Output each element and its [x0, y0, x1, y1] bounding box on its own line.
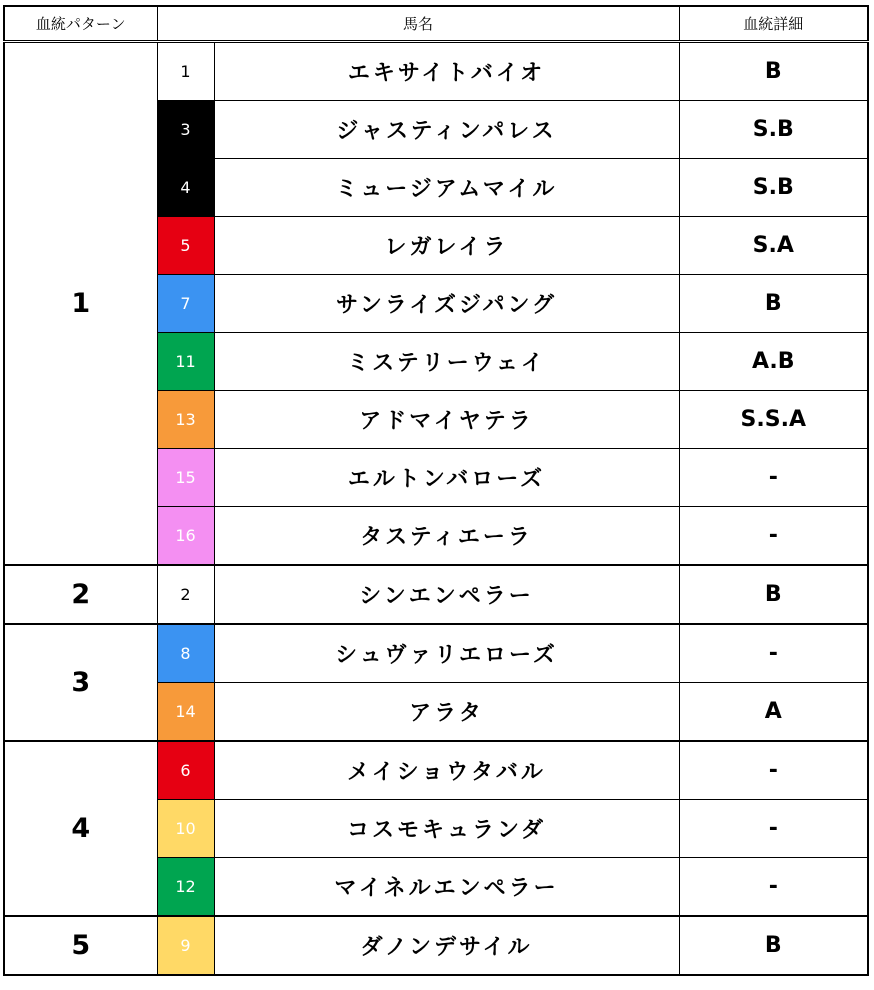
horse-name: コスモキュランダ — [214, 800, 679, 858]
horse-name: タスティエーラ — [214, 507, 679, 566]
pedigree-table — [3, 5, 869, 976]
table-row — [4, 624, 868, 683]
pedigree-detail: S.S.A — [679, 391, 868, 449]
pattern-cell: 4 — [4, 741, 157, 916]
pedigree-detail: - — [679, 449, 868, 507]
horse-name: エキサイトバイオ — [214, 42, 679, 101]
gate-number: 6 — [157, 741, 214, 800]
table-row — [4, 741, 868, 800]
horse-name: エルトンバローズ — [214, 449, 679, 507]
horse-name: シュヴァリエローズ — [214, 624, 679, 683]
pattern-cell: 5 — [4, 916, 157, 975]
gate-number: 5 — [157, 217, 214, 275]
pedigree-detail: - — [679, 507, 868, 566]
horse-name: ミステリーウェイ — [214, 333, 679, 391]
header-detail: 血統詳細 — [679, 6, 868, 42]
horse-name: メイショウタバル — [214, 741, 679, 800]
horse-name: シンエンペラー — [214, 565, 679, 624]
table-row — [4, 565, 868, 624]
horse-name: ジャスティンパレス — [214, 101, 679, 159]
header-pattern: 血統パターン — [4, 6, 157, 42]
horse-name: アラタ — [214, 683, 679, 742]
gate-number: 1 — [157, 42, 214, 101]
pattern-cell: 3 — [4, 624, 157, 741]
header-row — [4, 6, 868, 42]
gate-number: 11 — [157, 333, 214, 391]
pattern-cell: 2 — [4, 565, 157, 624]
horse-name: ダノンデサイル — [214, 916, 679, 975]
table-row — [4, 42, 868, 101]
pedigree-detail: B — [679, 42, 868, 101]
horse-name: レガレイラ — [214, 217, 679, 275]
gate-number: 8 — [157, 624, 214, 683]
pedigree-detail: - — [679, 800, 868, 858]
gate-number: 3 — [157, 101, 214, 159]
gate-number: 15 — [157, 449, 214, 507]
pedigree-detail: A.B — [679, 333, 868, 391]
gate-number: 2 — [157, 565, 214, 624]
pedigree-detail: S.A — [679, 217, 868, 275]
pedigree-detail: B — [679, 275, 868, 333]
pedigree-detail: - — [679, 741, 868, 800]
pattern-cell: 1 — [4, 42, 157, 566]
pedigree-detail: S.B — [679, 101, 868, 159]
horse-name: ミュージアムマイル — [214, 159, 679, 217]
gate-number: 13 — [157, 391, 214, 449]
gate-number: 7 — [157, 275, 214, 333]
horse-name: マイネルエンペラー — [214, 858, 679, 917]
header-horse-name: 馬名 — [157, 6, 679, 42]
pedigree-detail: A — [679, 683, 868, 742]
pedigree-detail: - — [679, 624, 868, 683]
pedigree-detail: - — [679, 858, 868, 917]
horse-name: アドマイヤテラ — [214, 391, 679, 449]
gate-number: 16 — [157, 507, 214, 566]
gate-number: 9 — [157, 916, 214, 975]
pedigree-detail: B — [679, 565, 868, 624]
gate-number: 12 — [157, 858, 214, 917]
gate-number: 10 — [157, 800, 214, 858]
pedigree-detail: S.B — [679, 159, 868, 217]
pedigree-detail: B — [679, 916, 868, 975]
horse-name: サンライズジパング — [214, 275, 679, 333]
gate-number: 14 — [157, 683, 214, 742]
gate-number: 4 — [157, 159, 214, 217]
table-row — [4, 916, 868, 975]
